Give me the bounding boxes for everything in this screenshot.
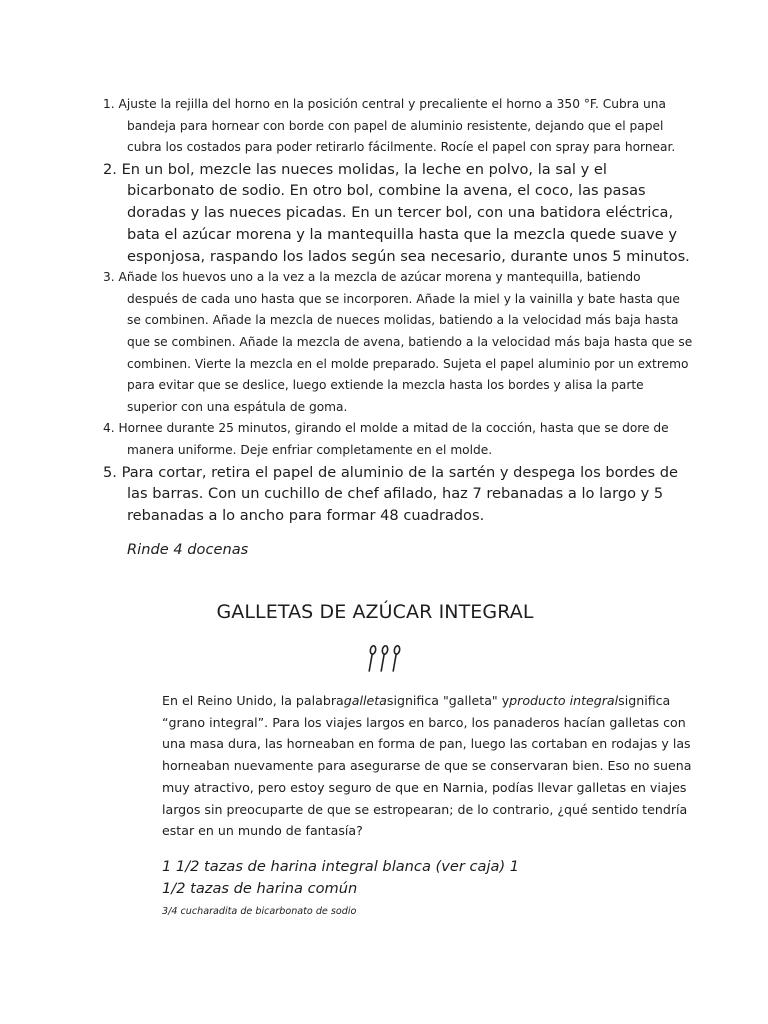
- step-1: 1. Ajuste la rejilla del horno en la posición central y precaliente el horno a 350 °F. Cubra una bandeja para hornear con borde con papel de aluminio resistente, dejando que el papel cubra los costados para poder retirarlo fácilmente. Rocíe el papel con spray para hornear.: [103, 97, 676, 155]
- recipe-yield: Rinde 4 docenas: [127, 541, 249, 558]
- instructions-list: [103, 94, 693, 527]
- ingredient-line-1: 1 1/2 tazas de harina integral blanca (ver caja) 1: [162, 858, 520, 875]
- intro-text-1: En el Reino Unido, la palabra: [162, 693, 344, 708]
- three-spoons-icon: [365, 644, 405, 674]
- step-2: 2. En un bol, mezcle las nueces molidas, la leche en polvo, la sal y el bicarbonato de sodio. En otro bol, combine la avena, el coco, las pasas doradas y las nueces picadas. En un tercer bol, con una batidora eléctrica, bata el azúcar morena y la mantequilla hasta que la mezcla quede suave y esponjosa, raspando los lados según sea necesario, durante unos 5 minutos.: [103, 160, 690, 265]
- intro-text-2: significa "galleta" y: [386, 693, 510, 708]
- intro-paragraph: [162, 690, 692, 842]
- step-3: 3. Añade los huevos uno a la vez a la mezcla de azúcar morena y mantequilla, batiendo después de cada uno hasta que se incorporen. Añade la miel y la vainilla y bate hasta que se combinen. Añade la mezcla de nueces molidas, batiendo a la velocidad más baja hasta que se combinen. Añade la mezcla de avena, batiendo a la velocidad más baja hasta que se combinen. Vierte la mezcla en el molde preparado. Sujeta el papel aluminio por un extremo para evitar que se deslice, luego extiende la mezcla hasta los bordes y alisa la parte superior con una espátula de goma.: [103, 270, 693, 414]
- ingredient-line-3: 3/4 cucharadita de bicarbonato de sodio: [162, 906, 357, 917]
- intro-text-3: significa “grano integral”. Para los viajes largos en barco, los panaderos hacían galletas con una masa dura, las horneaban en forma de pan, luego las cortaban en rodajas y las horneaban nuevamente para asegurarse de que se conservaran bien. Eso no suena muy atractivo, pero estoy seguro de que en Narnia, podías llevar galletas en viajes largos sin preocuparte de que se estropearan; de lo contrario, ¿qué sentido tendría estar en un mundo de fantasía?: [162, 693, 692, 839]
- recipe-title: GALLETAS DE AZÚCAR INTEGRAL: [216, 601, 534, 623]
- intro-term-galleta: galleta: [343, 693, 387, 708]
- ingredient-line-2: 1/2 tazas de harina común: [162, 880, 358, 897]
- step-5: 5. Para cortar, retira el papel de aluminio de la sartén y despega los bordes de las barras. Con un cuchillo de chef afilado, haz 7 rebanadas a lo largo y 5 rebanadas a lo ancho para formar 48 cuadrados.: [103, 463, 678, 525]
- intro-term-integral: producto integral: [509, 693, 619, 708]
- step-4: 4. Hornee durante 25 minutos, girando el molde a mitad de la cocción, hasta que se dore de manera uniforme. Deje enfriar completamente en el molde.: [103, 421, 669, 458]
